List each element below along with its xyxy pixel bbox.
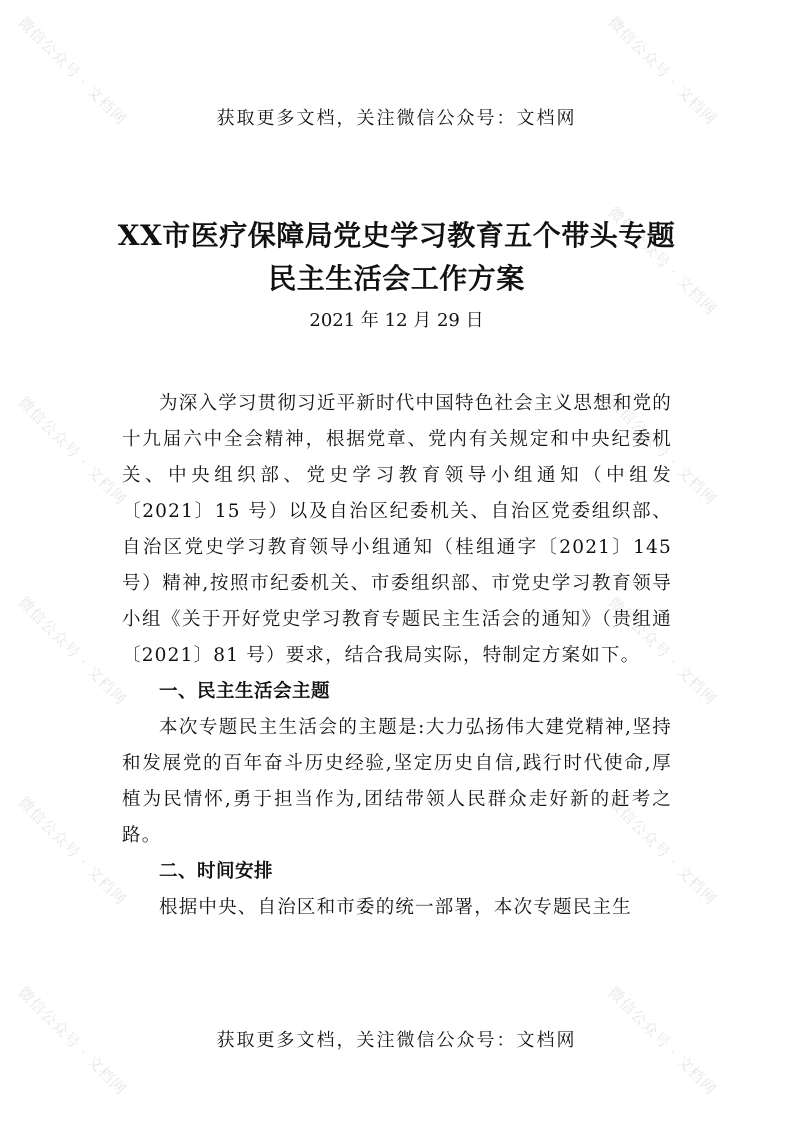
intro-paragraph: 为深入学习贯彻习近平新时代中国特色社会主义思想和党的十九届六中全会精神，根据党章、党内有关规定和中央纪委机关、中央组织部、党史学习教育领导小组通知（中组发〔2021〕15 号）以及自治区纪委机关、自治区党委组织部、自治区党史学习教育领导小组通知（桂组通字〔2021〕145 号）精神,按照市纪委机关、市委组织部、市党史学习教育领导小组《关于开好党史学习教育专题民主生活会的通知》（贵组通〔2021〕81 号）要求，结合我局实际，特制定方案如下。 <box>122 393 672 666</box>
watermark: 微信公众号 · 文档网 <box>604 593 721 709</box>
watermark: 微信公众号 · 文档网 <box>14 793 131 909</box>
document-body <box>122 386 672 926</box>
document-title: XX市医疗保障局党史学习教育五个带头专题民主生活会工作方案 <box>117 219 676 295</box>
page-header: 获取更多文档，关注微信公众号：文档网 <box>216 108 577 129</box>
page-footer: 获取更多文档，关注微信公众号：文档网 <box>216 1030 577 1051</box>
watermark: 微信公众号 · 文档网 <box>14 593 131 709</box>
document-date: 2021 年 12 月 29 日 <box>309 310 484 331</box>
watermark: 微信公众号 · 文档网 <box>604 393 721 509</box>
watermark: 微信公众号 · 文档网 <box>604 983 721 1099</box>
section-heading-schedule: 二、时间安排 <box>159 861 274 882</box>
watermark: 微信公众号 · 文档网 <box>604 203 721 319</box>
watermark: 微信公众号 · 文档网 <box>14 13 131 129</box>
watermark: 微信公众号 · 文档网 <box>14 983 131 1099</box>
watermark: 微信公众号 · 文档网 <box>604 13 721 129</box>
watermark: 微信公众号 · 文档网 <box>14 393 131 509</box>
section-paragraph-schedule: 根据中央、自治区和市委的统一部署，本次专题民主生 <box>159 897 632 918</box>
section-paragraph-theme: 本次专题民主生活会的主题是:大力弘扬伟大建党精神,坚持和发展党的百年奋斗历史经验,坚定历史自信,践行时代使命,厚植为民情怀,勇于担当作为,团结带领人民群众走好新的赶考之路。 <box>122 717 672 846</box>
section-heading-theme: 一、民主生活会主题 <box>159 681 331 702</box>
watermark: 微信公众号 · 文档网 <box>604 793 721 909</box>
